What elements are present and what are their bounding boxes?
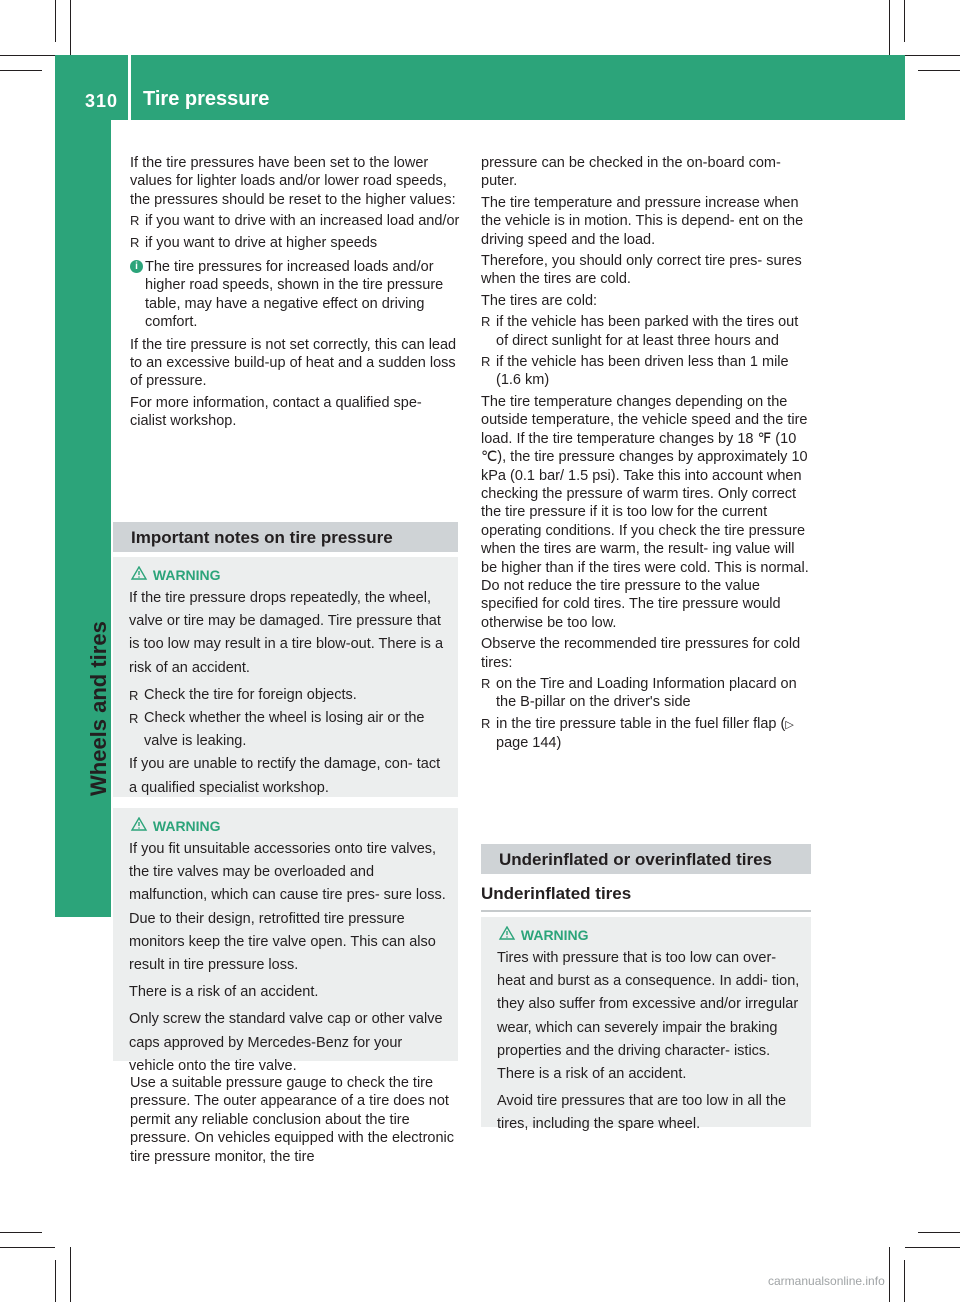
list-item xyxy=(481,675,811,712)
warning-triangle-icon xyxy=(129,566,149,580)
list-item-text: in the tire pressure table in the fuel filler flap ( xyxy=(496,715,786,732)
crop-mark xyxy=(70,0,71,55)
crop-mark xyxy=(70,1247,71,1302)
crop-mark xyxy=(904,1260,905,1302)
list-item xyxy=(481,715,811,753)
list-item xyxy=(481,313,811,350)
section-heading xyxy=(481,844,811,874)
column-right xyxy=(481,154,811,756)
warning-box xyxy=(481,917,811,1133)
column-left xyxy=(130,154,460,434)
chapter-label: Wheels and tires xyxy=(86,621,111,796)
warning-heading xyxy=(129,564,221,587)
warning-triangle-icon xyxy=(497,926,517,940)
list-item xyxy=(129,684,450,707)
page-reference-arrow-icon: ▷ xyxy=(785,718,794,731)
crop-mark xyxy=(0,1232,42,1233)
crop-mark xyxy=(0,55,55,56)
header-divider xyxy=(128,55,131,120)
crop-mark xyxy=(0,1247,55,1248)
info-note-text: The tire pressures for increased loads and/or higher road speeds, shown in the tire pressure table, may have a negative effect on driving comfort. xyxy=(145,259,444,331)
crop-mark xyxy=(904,0,905,42)
warning-text: Only screw the standard valve cap or other valve caps approved by Mercedes-Benz for your vehicle onto the tire valve. xyxy=(129,1011,443,1074)
bullet-icon: R xyxy=(481,675,491,691)
list-item xyxy=(129,707,450,753)
page-reference-link[interactable]: page 144) xyxy=(496,735,562,752)
subsection-heading: Underinflated tires xyxy=(481,884,811,912)
paragraph: The tire temperature changes depending on the outside temperature, the vehicle speed and the tire load. If the tire temperature changes by 18 ℉ (10 ℃), the tire pressure changes by approximately 10 kPa (0.1 bar/ 1.5 psi). Take this into account when checking the pressure of warm tires. Only correct the tire pressure if it is too low for the current operating conditions. If you check the tire pressure when the tires are warm, the result- ing value will be higher than if the tires were cold. This is normal. Do not reduce the tire pressure to the value specified for cold tires. The tire pressure would otherwise be too low. xyxy=(481,393,809,631)
list-item xyxy=(481,353,811,390)
paragraph: If the tire pressure is not set correctly, this can lead to an excessive build-up of heat and a sudden loss of pressure. xyxy=(130,336,457,390)
bullet-icon: R xyxy=(481,354,491,370)
info-icon: i xyxy=(130,260,143,273)
warning-text: Tires with pressure that is too low can over- heat and burst as a consequence. In addi- tion, they also suffer from excessive and/or irregular wear, which can severely impair the braking properties and the driving character- istics. There is a risk of an accident. xyxy=(497,950,800,1083)
warning-text: There is a risk of an accident. xyxy=(129,984,319,1001)
paragraph: Therefore, you should only correct tire pres- sures when the tires are cold. xyxy=(481,253,802,288)
list-item-text: if the vehicle has been parked with the tires out of direct sunlight for at least three hours and xyxy=(496,314,799,349)
list-item-text: on the Tire and Loading Information placard on the B-pillar on the driver's side xyxy=(496,675,797,711)
bullet-icon: R xyxy=(481,715,491,731)
crop-mark xyxy=(0,70,42,71)
crop-mark xyxy=(918,70,960,71)
crop-mark xyxy=(55,0,56,42)
bullet-icon: R xyxy=(130,234,140,250)
page-header xyxy=(55,55,905,120)
crop-mark xyxy=(889,0,890,55)
warning-box xyxy=(113,557,458,797)
warning-label: WARNING xyxy=(152,567,221,583)
bullet-icon: R xyxy=(129,711,139,727)
warning-box xyxy=(113,808,458,1074)
warning-body xyxy=(129,838,450,1082)
paragraph: If the tire pressures have been set to the lower values for lighter loads and/or lower road speeds, the pressures should be reset to the higher values: xyxy=(130,155,456,208)
bullet-icon: R xyxy=(129,687,139,703)
section-heading-text: Underinflated or overinflated tires xyxy=(499,850,772,869)
list-item-text: if you want to drive at higher speeds xyxy=(145,234,378,251)
warning-text: Avoid tire pressures that are too low in all the tires, including the spare wheel. xyxy=(497,1093,787,1133)
crop-mark xyxy=(905,55,960,56)
warning-text: If you are unable to rectify the damage, con- tact a qualified specialist workshop. xyxy=(129,756,441,796)
paragraph: Use a suitable pressure gauge to check the tire pressure. The outer appearance of a tire does not permit any reliable conclusion about the tire pressure. On vehicles equipped with the electronic tire pressure monitor, the tire xyxy=(130,1075,455,1165)
crop-mark xyxy=(918,1232,960,1233)
crop-mark xyxy=(905,1247,960,1248)
paragraph: pressure can be checked in the on-board com- puter. xyxy=(481,155,781,190)
warning-text: If you fit unsuitable accessories onto tire valves, the tire valves may be overloaded and malfunction, which can cause tire pres- sure loss. Due to their design, retrofitted tire pressure monitors keep the tire valve open. This can also result in tire pressure loss. xyxy=(129,841,446,974)
info-note xyxy=(130,258,460,332)
watermark: carmanualsonline.info xyxy=(768,1274,885,1288)
warning-text: If the tire pressure drops repeatedly, the wheel, valve or tire may be damaged. Tire pressure that is too low may result in a tire blow-out. There is a risk of an accident. xyxy=(129,590,444,676)
paragraph: The tires are cold: xyxy=(481,292,598,309)
list-item-text: if you want to drive with an increased load and/or xyxy=(145,213,460,230)
chapter-sidebar xyxy=(55,120,111,917)
list-item-text: if the vehicle has been driven less than 1 mile (1.6 km) xyxy=(496,354,789,389)
section-heading-text: Important notes on tire pressure xyxy=(131,528,393,547)
list-item xyxy=(130,212,460,230)
warning-label: WARNING xyxy=(152,818,221,834)
crop-mark xyxy=(55,1260,56,1302)
list-item-text: Check the tire for foreign objects. xyxy=(144,686,357,703)
bullet-icon: R xyxy=(481,314,491,330)
warning-body xyxy=(129,587,450,804)
paragraph: Observe the recommended tire pressures for cold tires: xyxy=(481,636,801,671)
list-item-text: Check whether the wheel is losing air or the valve is leaking. xyxy=(144,710,425,750)
warning-body xyxy=(497,947,803,1141)
warning-triangle-icon xyxy=(129,817,149,831)
page-title: Tire pressure xyxy=(143,88,270,110)
page-number: 310 xyxy=(85,91,119,111)
warning-heading xyxy=(129,815,221,838)
crop-mark xyxy=(889,1247,890,1302)
paragraph: The tire temperature and pressure increase when the vehicle is in motion. This is depend- ent on the driving speed and the load. xyxy=(481,194,804,248)
column-left-bottom xyxy=(130,1074,460,1169)
warning-heading xyxy=(497,924,589,947)
paragraph: For more information, contact a qualified spe- cialist workshop. xyxy=(130,394,422,430)
section-heading xyxy=(113,522,458,552)
list-item xyxy=(130,234,460,252)
warning-label: WARNING xyxy=(520,927,589,943)
bullet-icon: R xyxy=(130,213,140,229)
